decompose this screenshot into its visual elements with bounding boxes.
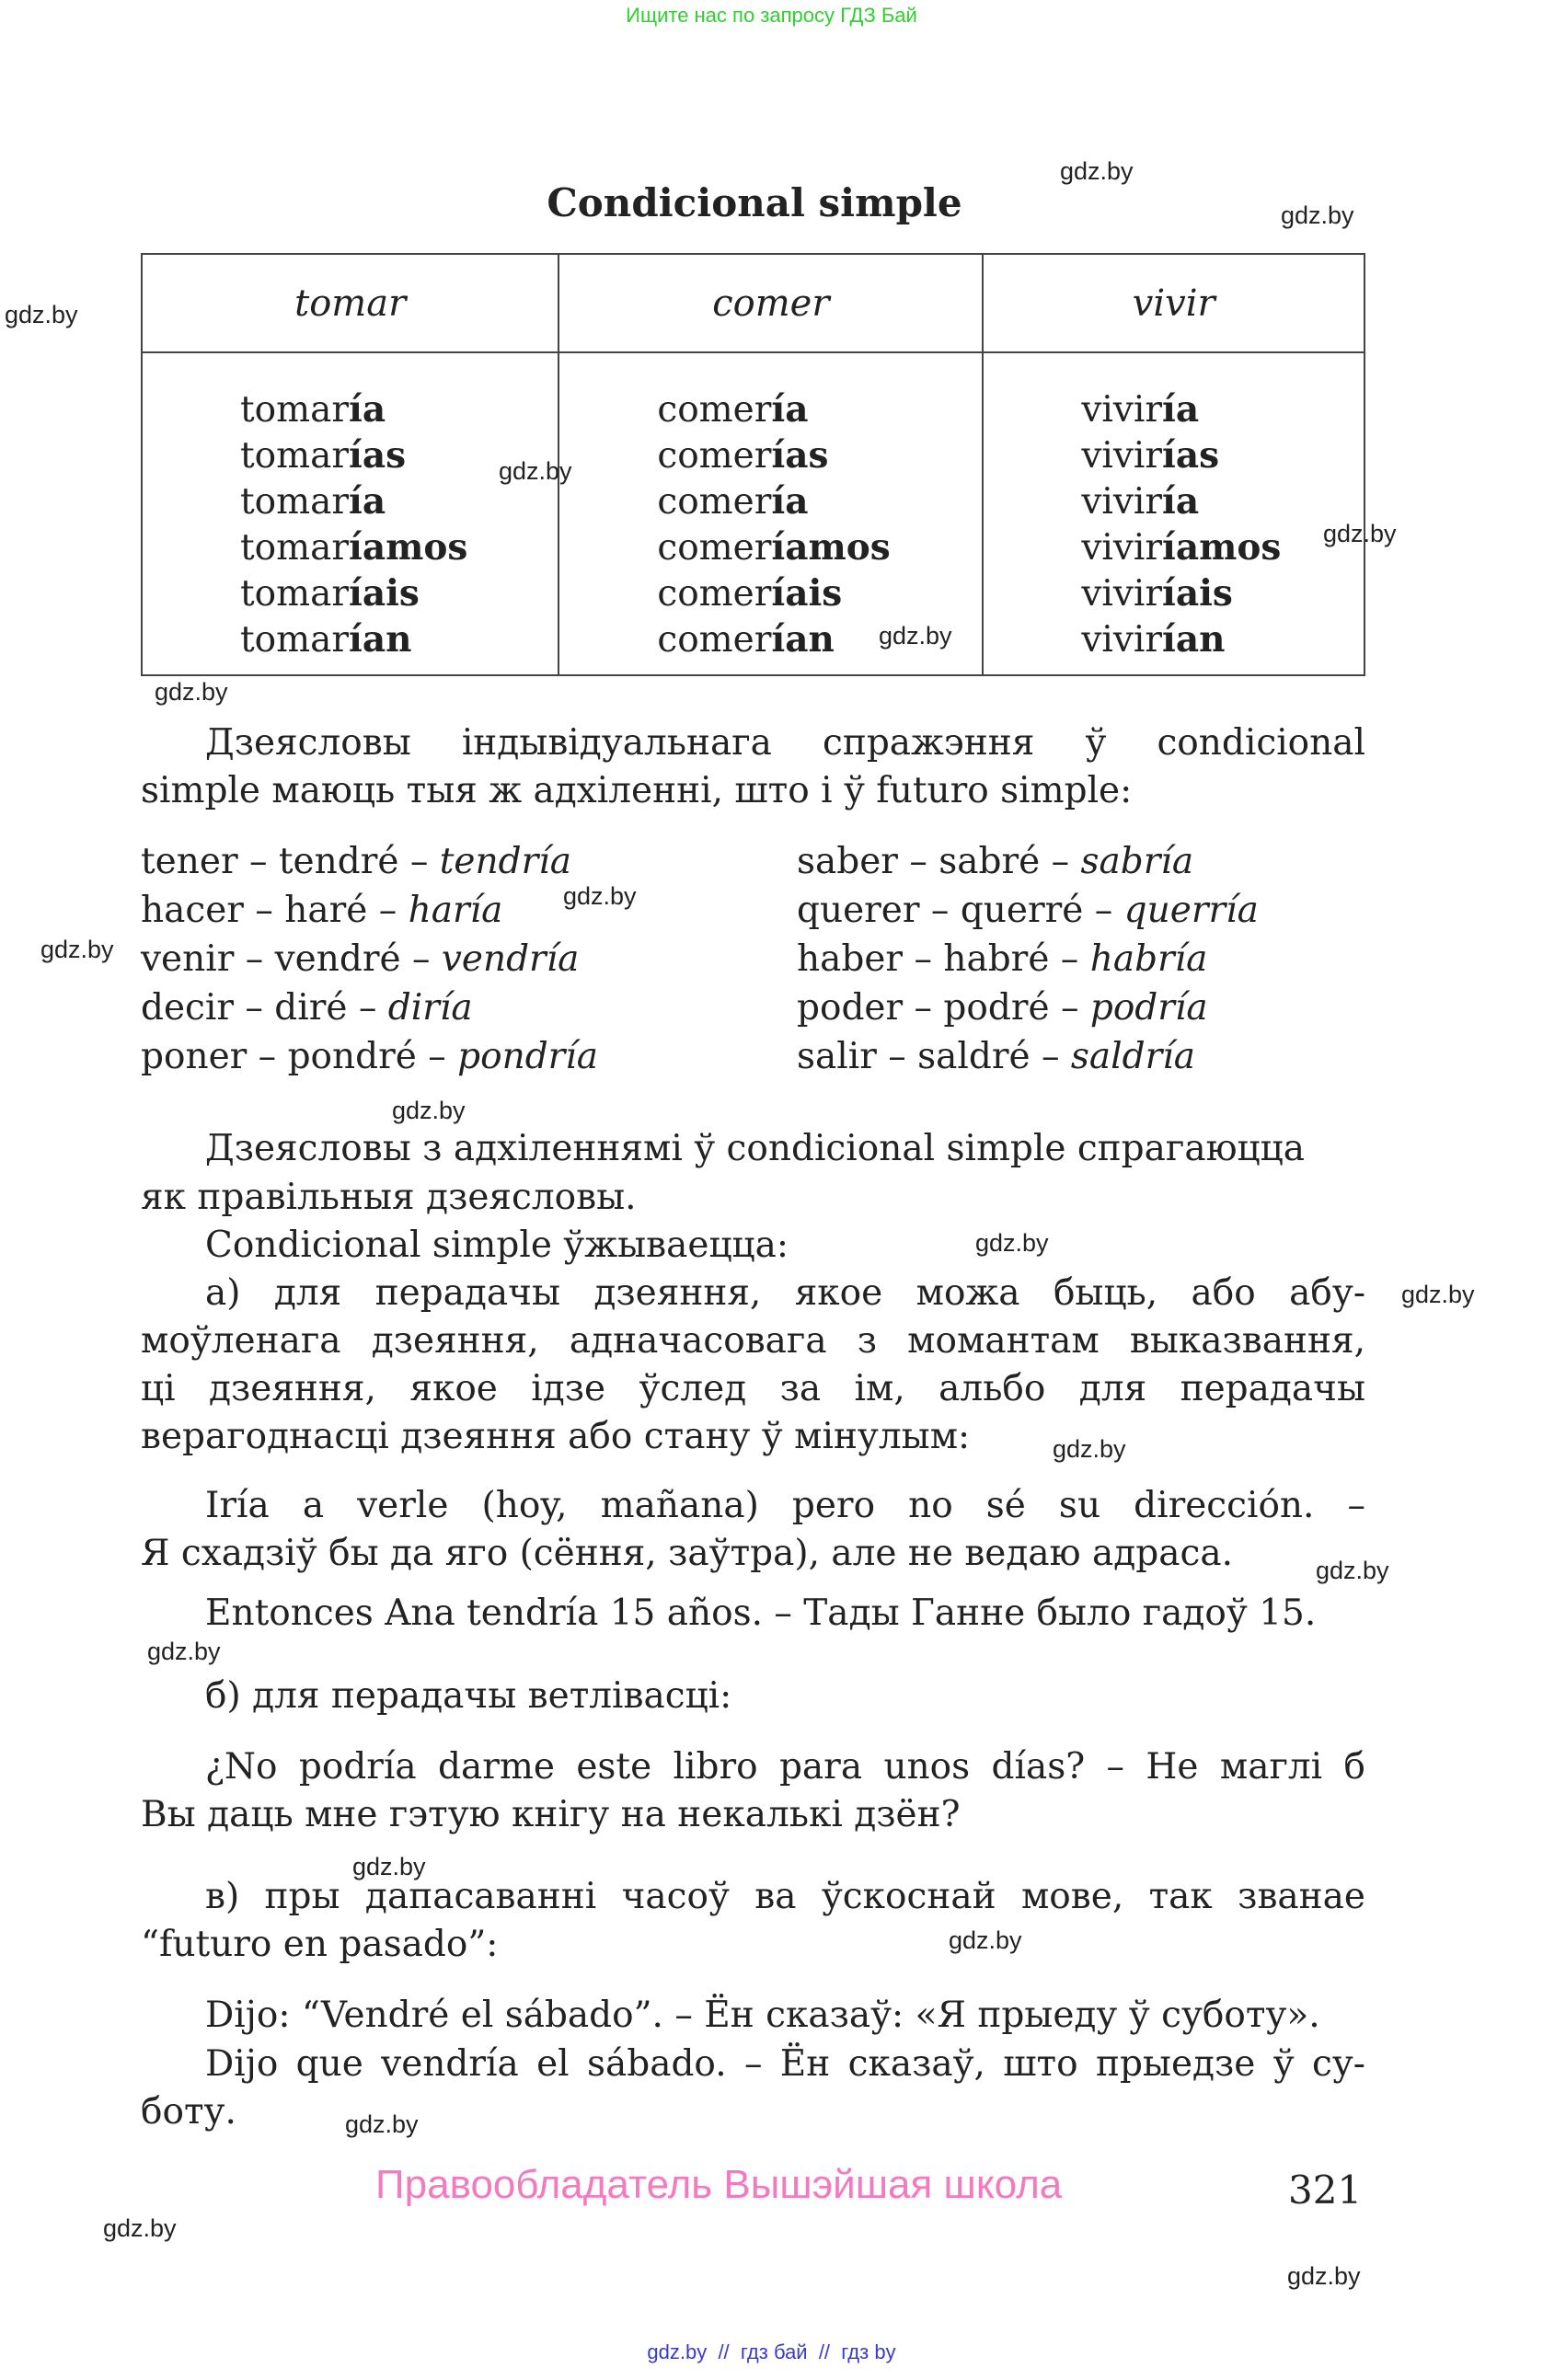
conjugation-form bbox=[657, 432, 982, 478]
usage-a-line-3: ці дзеяння, якое ідзе ўслед за ім, альбо для перадачы bbox=[141, 1368, 1365, 1409]
conjugation-form bbox=[1081, 478, 1364, 524]
irregular-pair: poner – pondré – pondría bbox=[141, 1036, 599, 1077]
watermark[interactable]: gdz.by bbox=[949, 1926, 1022, 1954]
verb-stem: comer bbox=[657, 619, 772, 661]
example-5-line-1: Dijo que vendría el sábado. – Ён сказаў, што прыедзе ў су- bbox=[205, 2043, 1365, 2085]
watermark[interactable]: gdz.by bbox=[40, 936, 114, 963]
note-line-1: Дзеясловы з адхіленнямі ў condicional simple спрагаюцца bbox=[205, 1128, 1305, 1169]
watermark[interactable]: gdz.by bbox=[1316, 1557, 1389, 1584]
conjugation-form bbox=[1081, 616, 1364, 662]
usage-c-line-1: в) пры дапасаванні часоў ва ўскоснай мове, так званае bbox=[205, 1876, 1365, 1917]
watermark[interactable]: gdz.by bbox=[499, 457, 572, 485]
conjugation-form bbox=[657, 524, 982, 570]
verb-ending: íamos bbox=[771, 526, 891, 569]
table-header-vivir: vivir bbox=[983, 254, 1365, 352]
verb-ending: íais bbox=[771, 572, 843, 615]
verb-stem: vivir bbox=[1081, 481, 1163, 523]
usage-a-line-1: а) для перадачы дзеяння, якое можа быць, або абу- bbox=[205, 1272, 1365, 1314]
conjugation-form bbox=[240, 570, 558, 616]
conjugation-column bbox=[983, 352, 1365, 675]
section-title: Condicional simple bbox=[547, 180, 962, 225]
example-3-line-1: ¿No podría darme este libro para unos días? – Не маглі б bbox=[205, 1746, 1365, 1788]
verb-ending: íais bbox=[349, 572, 420, 615]
watermark[interactable]: gdz.by bbox=[879, 622, 952, 650]
watermark[interactable]: gdz.by bbox=[352, 1853, 426, 1880]
irregular-pair: venir – vendré – vendría bbox=[141, 938, 580, 980]
conjugation-form bbox=[1081, 432, 1364, 478]
verb-stem: comer bbox=[657, 573, 772, 615]
conjugation-form bbox=[657, 570, 982, 616]
usage-a-line-2: моўленага дзеяння, адначасовага з момантам выказвання, bbox=[141, 1320, 1365, 1362]
table-header-comer: comer bbox=[558, 254, 983, 352]
usage-b: б) для перадачы ветлівасці: bbox=[205, 1675, 732, 1717]
conjugation-form bbox=[240, 386, 558, 432]
irregular-pair: salir – saldré – saldría bbox=[797, 1036, 1195, 1077]
watermark[interactable]: gdz.by bbox=[392, 1097, 466, 1124]
irregular-pair: hacer – haré – haría bbox=[141, 890, 503, 931]
intro-line-1: Дзеясловы індывідуальнага спражэння ў condicional bbox=[205, 722, 1365, 764]
verb-stem: tomar bbox=[240, 619, 350, 661]
example-3-line-2: Вы даць мне гэтую кнігу на некалькі дзён? bbox=[141, 1794, 961, 1835]
watermark[interactable]: gdz.by bbox=[975, 1229, 1049, 1257]
verb-stem: vivir bbox=[1081, 573, 1163, 615]
verb-ending: ían bbox=[1162, 618, 1226, 661]
conjugation-form bbox=[240, 524, 558, 570]
conjugation-form bbox=[1081, 524, 1364, 570]
verb-ending: íamos bbox=[349, 526, 468, 569]
verb-stem: vivir bbox=[1081, 389, 1163, 431]
verb-ending: ía bbox=[349, 480, 386, 523]
note-line-2: як правільныя дзеясловы. bbox=[141, 1177, 637, 1218]
verb-stem: tomar bbox=[240, 573, 350, 615]
verb-ending: ía bbox=[771, 388, 809, 431]
irregular-pair: querer – querré – querría bbox=[797, 890, 1259, 931]
top-banner[interactable]: Ищите нас по запросу ГДЗ Бай bbox=[626, 4, 917, 27]
rights-holder-notice: Правообладатель Вышэйшая школа bbox=[375, 2162, 1063, 2207]
watermark[interactable]: gdz.by bbox=[155, 678, 228, 706]
verb-stem: comer bbox=[657, 527, 772, 569]
irregular-pair: haber – habré – habría bbox=[797, 938, 1208, 980]
verb-stem: vivir bbox=[1081, 435, 1163, 477]
verb-stem: tomar bbox=[240, 527, 350, 569]
verb-ending: ía bbox=[1162, 388, 1200, 431]
verb-ending: ías bbox=[349, 434, 407, 477]
conjugation-column bbox=[142, 352, 558, 675]
watermark[interactable]: gdz.by bbox=[345, 2110, 419, 2138]
usage-a-line-4: верагоднасці дзеяння або стану ў мінулым: bbox=[141, 1416, 971, 1457]
page-number: 321 bbox=[1288, 2167, 1363, 2213]
verb-stem: vivir bbox=[1081, 527, 1163, 569]
table-header-tomar: tomar bbox=[142, 254, 558, 352]
watermark[interactable]: gdz.by bbox=[1060, 157, 1134, 185]
irregulars-left-list bbox=[141, 837, 598, 1081]
example-5-line-2: боту. bbox=[141, 2091, 236, 2133]
usage-title: Condicional simple ўжываецца: bbox=[205, 1224, 789, 1266]
irregular-pair: tener – tendré – tendría bbox=[141, 841, 571, 882]
irregular-pair: decir – diré – diría bbox=[141, 987, 473, 1029]
irregular-pair: poder – podré – podría bbox=[797, 987, 1208, 1029]
verb-ending: ía bbox=[1162, 480, 1200, 523]
verb-ending: íais bbox=[1162, 572, 1233, 615]
verb-ending: ían bbox=[771, 618, 835, 661]
verb-stem: tomar bbox=[240, 435, 350, 477]
watermark[interactable]: gdz.by bbox=[1053, 1435, 1126, 1463]
verb-stem: comer bbox=[657, 435, 772, 477]
conjugation-table bbox=[141, 253, 1365, 676]
verb-stem: tomar bbox=[240, 389, 350, 431]
watermark[interactable]: gdz.by bbox=[5, 301, 78, 328]
conjugation-form bbox=[657, 386, 982, 432]
verb-stem: comer bbox=[657, 389, 772, 431]
conjugation-form bbox=[1081, 386, 1364, 432]
usage-c-line-2: “futuro en pasado”: bbox=[141, 1924, 499, 1965]
verb-ending: ías bbox=[1162, 434, 1220, 477]
watermark[interactable]: gdz.by bbox=[103, 2214, 177, 2242]
footer-links[interactable]: gdz.by // гдз бай // гдз by bbox=[647, 2340, 896, 2363]
verb-stem: tomar bbox=[240, 481, 350, 523]
watermark[interactable]: gdz.by bbox=[1323, 520, 1397, 547]
verb-ending: ían bbox=[349, 618, 412, 661]
watermark[interactable]: gdz.by bbox=[1401, 1281, 1475, 1308]
verb-stem: comer bbox=[657, 481, 772, 523]
verb-ending: ías bbox=[771, 434, 829, 477]
watermark[interactable]: gdz.by bbox=[563, 882, 637, 910]
verb-ending: ía bbox=[349, 388, 386, 431]
example-2: Entonces Ana tendría 15 años. – Тады Ганне было гадоў 15. bbox=[205, 1592, 1317, 1634]
verb-stem: vivir bbox=[1081, 619, 1163, 661]
watermark[interactable]: gdz.by bbox=[147, 1638, 221, 1665]
irregular-pair: saber – sabré – sabría bbox=[797, 841, 1194, 882]
example-1-line-2: Я схадзіў бы да яго (сёння, заўтра), але не ведаю адраса. bbox=[141, 1533, 1233, 1574]
watermark[interactable]: gdz.by bbox=[1281, 201, 1354, 229]
example-1-line-1: Iría a verle (hoy, mañana) pero no sé su dirección. – bbox=[205, 1485, 1365, 1526]
irregulars-right-list bbox=[797, 837, 1259, 1081]
verb-ending: ía bbox=[771, 480, 809, 523]
example-4: Dijo: “Vendré el sábado”. – Ён сказаў: «Я прыеду ў суботу». bbox=[205, 1995, 1320, 2036]
conjugation-form bbox=[1081, 570, 1364, 616]
verb-ending: íamos bbox=[1162, 526, 1282, 569]
conjugation-form bbox=[657, 478, 982, 524]
watermark[interactable]: gdz.by bbox=[1287, 2262, 1361, 2290]
conjugation-form bbox=[240, 616, 558, 662]
intro-line-2: simple маюць тыя ж адхіленні, што і ў futuro simple: bbox=[141, 770, 1133, 811]
